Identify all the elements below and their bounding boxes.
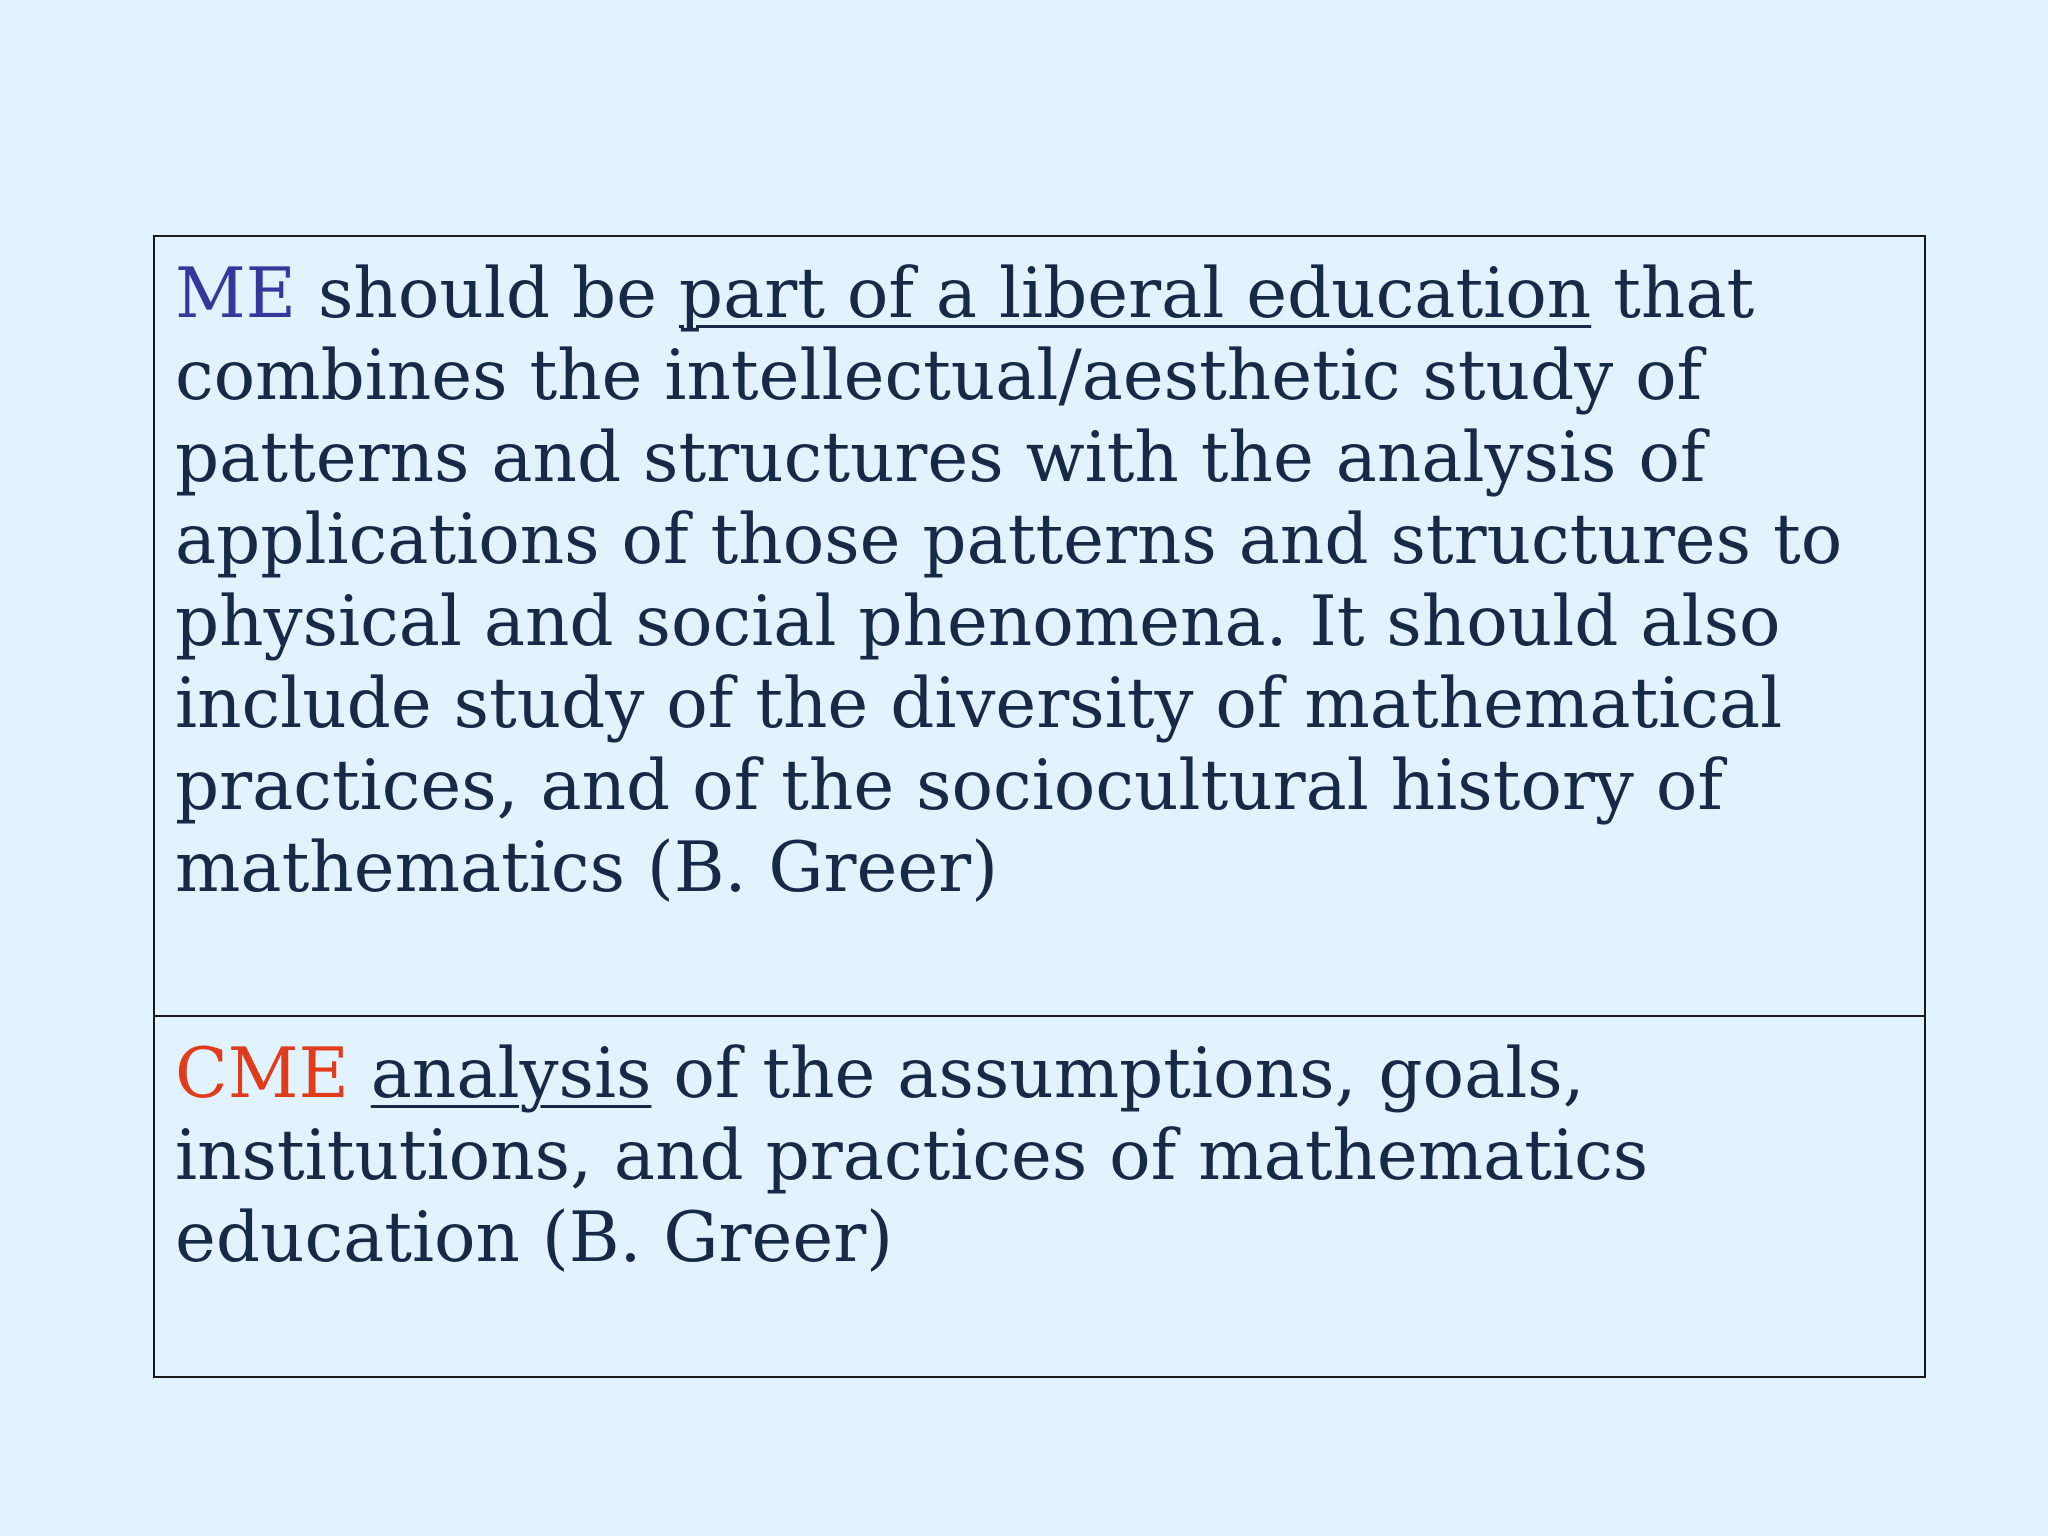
me-line-1 <box>175 253 1904 335</box>
me-definition-cell <box>155 237 1924 1017</box>
cme-underlined-word: analysis <box>370 1034 652 1114</box>
me-term: ME <box>175 254 297 334</box>
cme-definition-cell <box>155 1017 1924 1376</box>
me-line-6: include study of the diversity of mathematical <box>175 664 1783 744</box>
me-line1-post: that <box>1613 254 1755 334</box>
me-line-4: applications of those patterns and structures to <box>175 500 1843 580</box>
cme-line-3: education (B. Greer) <box>175 1198 894 1278</box>
me-line1-pre: should be <box>317 254 657 334</box>
cme-line-1 <box>175 1033 1904 1115</box>
me-underlined-phrase: part of a liberal education <box>678 254 1592 334</box>
me-line-3: patterns and structures with the analysis of <box>175 418 1706 498</box>
me-line-8: mathematics (B. Greer) <box>175 828 999 908</box>
cme-line1-post: of the assumptions, goals, <box>673 1034 1585 1114</box>
me-line-5: physical and social phenomena. It should also <box>175 582 1781 662</box>
definitions-box <box>153 235 1926 1378</box>
me-line-7: practices, and of the sociocultural history of <box>175 746 1723 826</box>
me-line-2: combines the intellectual/aesthetic study of <box>175 336 1703 416</box>
cme-term: CME <box>175 1034 349 1114</box>
cme-line-2: institutions, and practices of mathematics <box>175 1116 1649 1196</box>
